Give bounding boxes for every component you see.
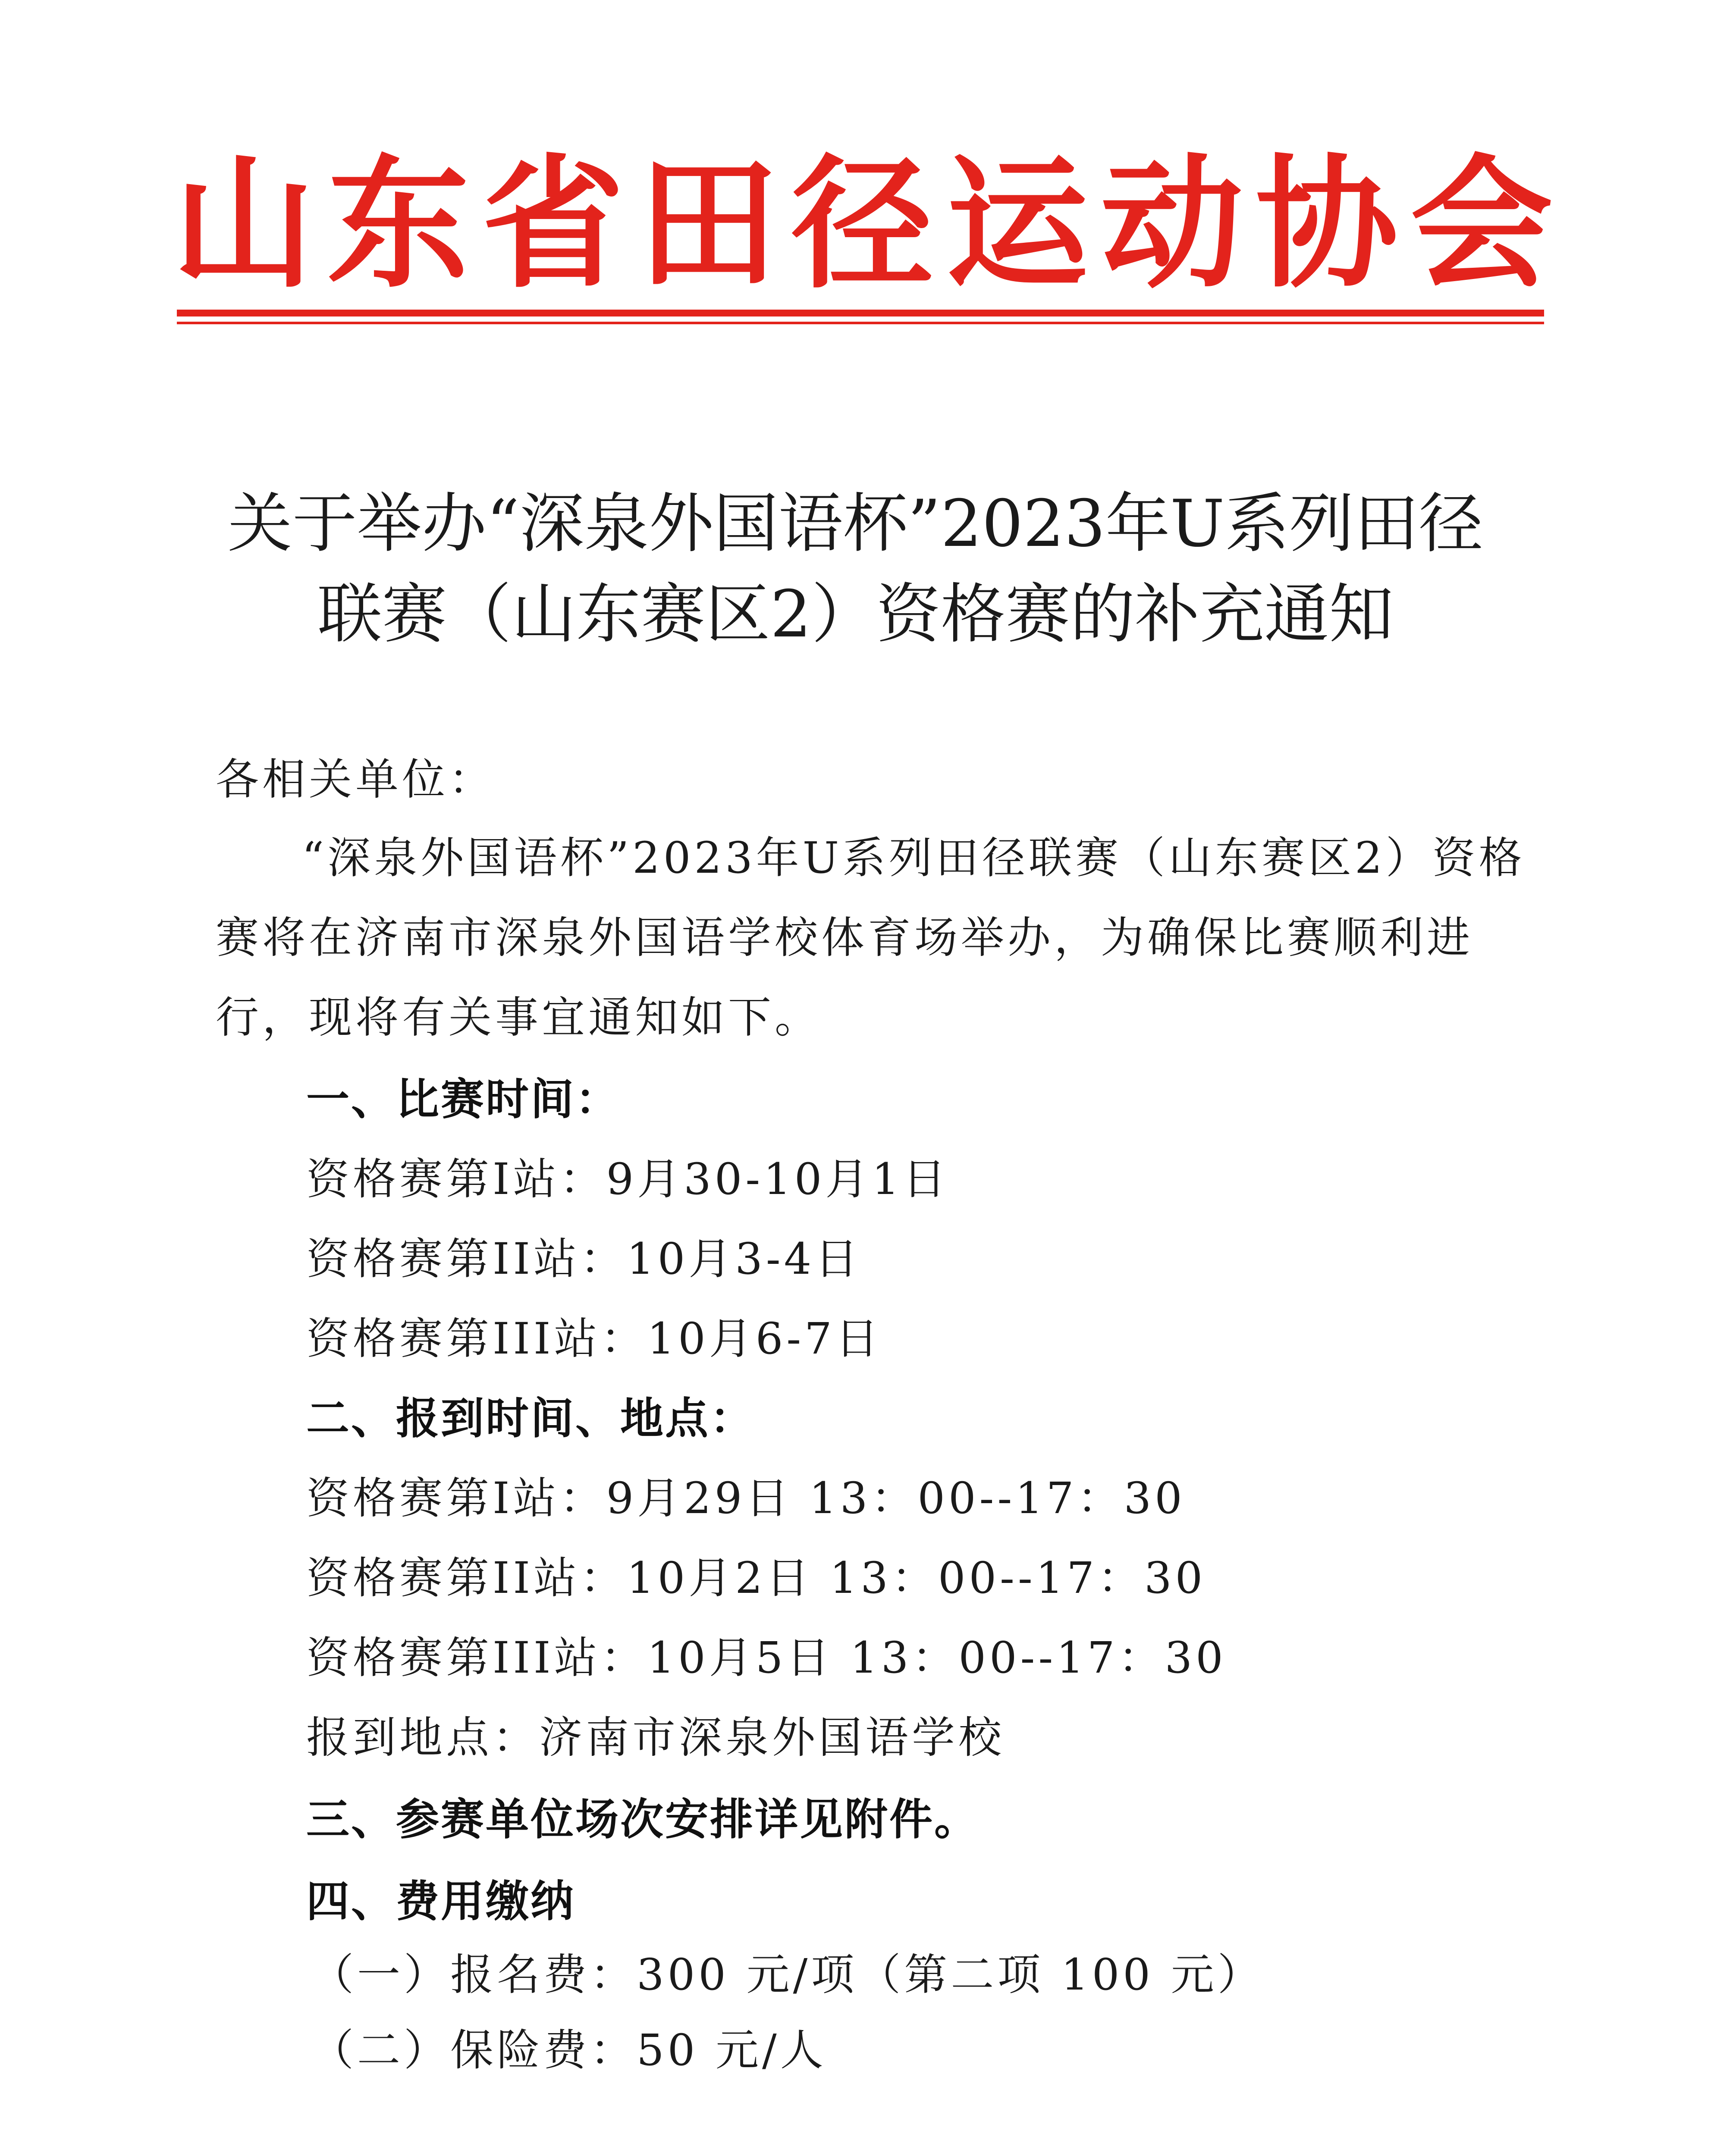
letterhead-char: 运 (946, 141, 1089, 307)
section-2-item: 资格赛第II站：10月2日 13：00--17：30 (306, 1553, 1206, 1603)
intro-line-1: “深泉外国语杯”2023年U系列田径联赛（山东赛区2）资格 (302, 833, 1526, 883)
document-title-line-2: 联赛（山东赛区2）资格赛的补充通知 (317, 577, 1394, 652)
letterhead-char: 协 (1256, 141, 1398, 307)
section-1-item: 资格赛第II站：10月3-4日 (306, 1234, 862, 1284)
document-title-line-1: 关于举办“深泉外国语杯”2023年U系列田径 (227, 486, 1484, 561)
section-1-item: 资格赛第I站：9月30-10月1日 (306, 1154, 950, 1204)
section-3-heading: 三、参赛单位场次安排详见附件。 (306, 1794, 979, 1845)
section-4-item: （二）保险费：50 元/人 (311, 2025, 827, 2075)
letterhead-char: 山 (173, 141, 315, 307)
letterhead-char: 会 (1410, 141, 1553, 307)
letterhead-org-name (173, 129, 1553, 319)
letterhead-char: 田 (637, 141, 779, 307)
letterhead-char: 东 (327, 141, 470, 307)
intro-line-2: 赛将在济南市深泉外国语学校体育场举办，为确保比赛顺利进 (216, 912, 1473, 963)
section-2-item: 报到地点：济南市深泉外国语学校 (306, 1712, 1005, 1763)
salutation: 各相关单位： (216, 754, 495, 805)
section-4-item: （一）报名费：300 元/项（第二项 100 元） (311, 1949, 1264, 2000)
letterhead-char: 径 (791, 141, 934, 307)
letterhead-char: 动 (1101, 141, 1243, 307)
section-2-item: 资格赛第I站：9月29日 13：00--17：30 (306, 1473, 1186, 1523)
intro-line-3: 行，现将有关事宜通知如下。 (216, 992, 821, 1043)
section-4-heading: 四、费用缴纳 (306, 1876, 575, 1927)
section-1-heading: 一、比赛时间： (306, 1074, 620, 1125)
section-2-heading: 二、报到时间、地点： (306, 1393, 755, 1444)
letterhead-rule-thin (177, 322, 1544, 324)
section-1-item: 资格赛第III站：10月6-7日 (306, 1313, 882, 1364)
letterhead-char: 省 (482, 141, 625, 307)
section-2-item: 资格赛第III站：10月5日 13：00--17：30 (306, 1633, 1227, 1683)
letterhead-rule-thick (177, 310, 1544, 317)
